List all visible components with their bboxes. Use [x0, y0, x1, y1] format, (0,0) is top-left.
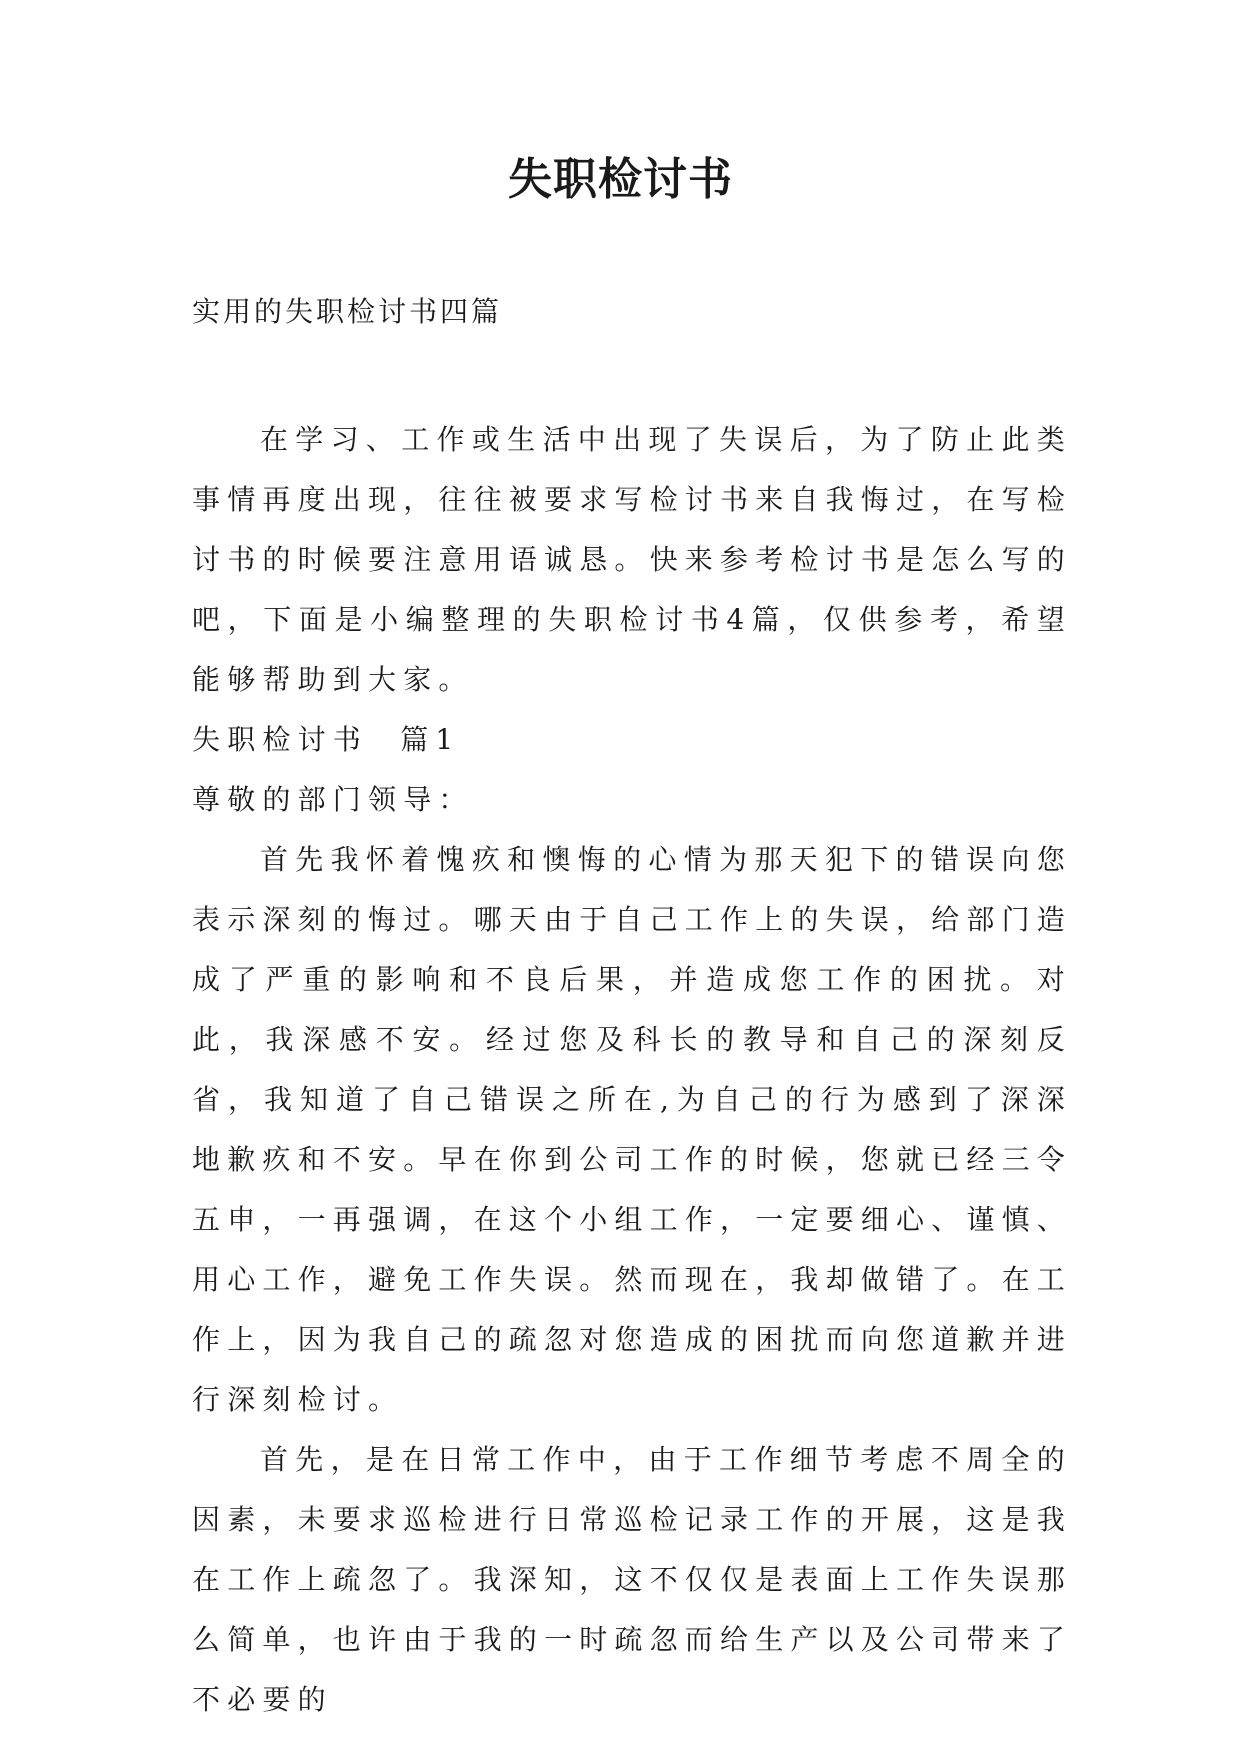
body-paragraph: 首先我怀着愧疚和懊悔的心情为那天犯下的错误向您表示深刻的悔过。哪天由于自己工作上的失误，给部门造成了严重的影响和不良后果，并造成您工作的困扰。对此，我深感不安。经过您及科长的教导和自己的深刻反省，我知道了自己错误之所在,为自己的行为感到了深深地歉疚和不安。早在你到公司工作的时候，您就已经三令五申，一再强调，在这个小组工作，一定要细心、谨慎、用心工作，避免工作失误。然而现在，我却做错了。在工作上，因为我自己的疏忽对您造成的困扰而向您道歉并进行深刻检讨。	[192, 843, 1073, 1416]
document-subtitle: 实用的失职检讨书四篇	[192, 295, 503, 328]
section-heading: 失职检讨书 篇1	[192, 723, 461, 756]
body-paragraph: 首先，是在日常工作中，由于工作细节考虑不周全的因素，未要求巡检进行日常巡检记录工作的开展，这是我在工作上疏忽了。我深知，这不仅仅是表面上工作失误那么简单，也许由于我的一时疏忽而给生产以及公司带来了不必要的	[192, 1443, 1073, 1716]
document-body	[192, 410, 1072, 1730]
intro-paragraph: 在学习、工作或生活中出现了失误后，为了防止此类事情再度出现，往往被要求写检讨书来自我悔过，在写检讨书的时候要注意用语诚恳。快来参考检讨书是怎么写的吧，下面是小编整理的失职检讨书4篇，仅供参考，希望能够帮助到大家。	[192, 423, 1073, 696]
document-title: 失职检讨书	[508, 154, 733, 205]
salutation: 尊敬的部门领导：	[192, 783, 474, 816]
